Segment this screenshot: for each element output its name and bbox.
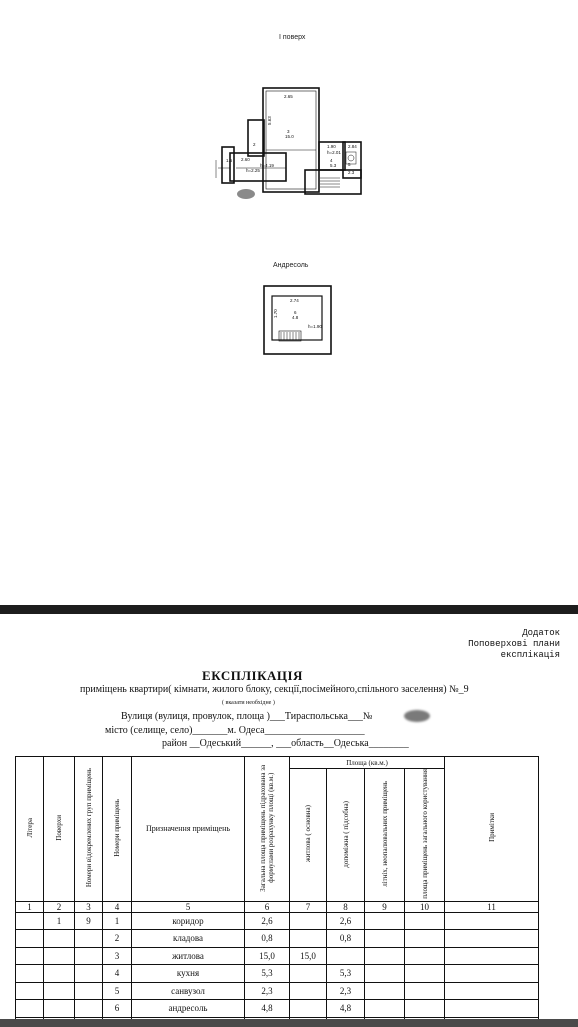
addendum-line-3: експлікація	[500, 650, 560, 660]
dim-d9: 5.3	[330, 163, 337, 168]
cell-living	[290, 1000, 327, 1018]
col-number: 4	[103, 901, 132, 912]
cell-summer	[365, 947, 405, 965]
col-header-notes: Примітки	[445, 757, 539, 902]
col-header-summer: літніх, неопалювальних приміщень	[365, 769, 405, 902]
dim-d16: 2	[253, 142, 256, 147]
cell-common	[405, 912, 445, 930]
dim-d2: 5.63	[267, 116, 272, 125]
dim-d10: 1.5	[226, 158, 233, 163]
cell-litera	[16, 947, 44, 965]
cell-summer	[365, 930, 405, 948]
street-line: Вулиця (вулиця, провулок, площа )___Тираспольська___№	[121, 711, 373, 722]
document-subtitle: приміщень квартири( кімнати, жилого блоку, секції,посімейного,спільного заселення) №_9	[80, 684, 469, 695]
cell-purpose: кухня	[132, 965, 245, 983]
dim-d3: 3	[287, 129, 290, 134]
document-title: ЕКСПЛІКАЦІЯ	[202, 668, 303, 683]
cell-room-num: 3	[103, 947, 132, 965]
cell-room-num: 5	[103, 982, 132, 1000]
col-number: 11	[445, 901, 539, 912]
col-header-purpose: Призначення приміщень	[132, 757, 245, 902]
cell-group: 9	[75, 912, 103, 930]
cell-purpose: кладова	[132, 930, 245, 948]
cell-floor	[44, 1000, 75, 1018]
redaction-blot	[404, 710, 430, 722]
addendum-block	[468, 628, 560, 661]
cell-total: 2,6	[245, 912, 290, 930]
cell-total: 4,8	[245, 1000, 290, 1018]
cell-litera	[16, 982, 44, 1000]
cell-group	[75, 947, 103, 965]
table-row	[16, 930, 539, 948]
cell-room-num: 2	[103, 930, 132, 948]
table-header-row	[16, 757, 539, 769]
cell-group	[75, 1000, 103, 1018]
explication-page	[0, 614, 578, 1027]
dim-d4: 15.0	[285, 134, 294, 139]
cell-purpose: андресоль	[132, 1000, 245, 1018]
cell-litera	[16, 1000, 44, 1018]
cell-purpose: санвузол	[132, 982, 245, 1000]
cell-notes	[445, 930, 539, 948]
col-header-litera: Літера	[16, 757, 44, 902]
cell-aux: 2,6	[327, 912, 365, 930]
cell-floor: 1	[44, 912, 75, 930]
district-line: район __Одеський______, ___область__Одеська________	[162, 738, 409, 749]
explication-table	[15, 756, 539, 1027]
page-separator	[0, 605, 578, 614]
cell-notes	[445, 947, 539, 965]
cell-group	[75, 965, 103, 983]
mezzanine-label: Андресоль	[273, 262, 309, 269]
cell-group	[75, 982, 103, 1000]
cell-summer	[365, 1000, 405, 1018]
column-numbers-row	[16, 901, 539, 912]
dim-d5: 1.90	[327, 144, 336, 149]
col-number: 7	[290, 901, 327, 912]
col-header-total-area: Загальна площа приміщень підрахована за формулами розрахунку площі (кв.м.)	[245, 757, 290, 902]
cell-living: 15,0	[290, 947, 327, 965]
col-header-group-nums: Номери відокремлених груп приміщень	[75, 757, 103, 902]
cell-living	[290, 912, 327, 930]
cell-aux: 4,8	[327, 1000, 365, 1018]
cell-group	[75, 930, 103, 948]
col-number: 9	[365, 901, 405, 912]
dim-d6: 2.84	[348, 144, 357, 149]
col-header-room-nums: Номери приміщень	[103, 757, 132, 902]
cell-aux: 0,8	[327, 930, 365, 948]
floor1-label: I поверх	[279, 34, 306, 41]
cell-aux: 5,3	[327, 965, 365, 983]
col-number: 1	[16, 901, 44, 912]
cell-total: 2,3	[245, 982, 290, 1000]
table-row	[16, 982, 539, 1000]
cell-living	[290, 930, 327, 948]
cell-common	[405, 930, 445, 948]
cell-room-num: 4	[103, 965, 132, 983]
cell-aux	[327, 947, 365, 965]
col-number: 8	[327, 901, 365, 912]
col-number: 10	[405, 901, 445, 912]
cell-total: 15,0	[245, 947, 290, 965]
cell-litera	[16, 912, 44, 930]
col-number: 5	[132, 901, 245, 912]
col-header-floors: Поверхи	[44, 757, 75, 902]
cell-floor	[44, 947, 75, 965]
cell-notes	[445, 965, 539, 983]
dim-d11: 2.60	[241, 157, 250, 162]
cell-notes	[445, 982, 539, 1000]
cell-floor	[44, 930, 75, 948]
cell-aux: 2,3	[327, 982, 365, 1000]
dim-d1: 2.65	[284, 94, 293, 99]
cell-room-num: 6	[103, 1000, 132, 1018]
bottom-edge	[0, 1019, 578, 1027]
dim-d14: 5	[348, 162, 351, 167]
cell-purpose: житлова	[132, 947, 245, 965]
dim-d8: 4	[330, 158, 333, 163]
table-row	[16, 912, 539, 930]
cell-common	[405, 982, 445, 1000]
col-number: 2	[44, 901, 75, 912]
col-header-area-group: Площа (кв.м.)	[290, 757, 445, 769]
cell-common	[405, 947, 445, 965]
dim-m5: h=1.90	[308, 324, 322, 329]
cell-common	[405, 965, 445, 983]
cell-summer	[365, 965, 405, 983]
col-number: 3	[75, 901, 103, 912]
cell-purpose: коридор	[132, 912, 245, 930]
dim-m2: 1.70	[273, 309, 278, 318]
cell-summer	[365, 912, 405, 930]
dim-m4: 4.8	[292, 315, 299, 320]
dim-d15: 2.3	[348, 170, 355, 175]
dim-d7: h=2.01	[327, 150, 341, 155]
cell-common	[405, 1000, 445, 1018]
cell-floor	[44, 982, 75, 1000]
cell-notes	[445, 1000, 539, 1018]
table-row	[16, 1000, 539, 1018]
cell-total: 5,3	[245, 965, 290, 983]
col-header-common: площа приміщень загального користування	[405, 769, 445, 902]
cell-total: 0,8	[245, 930, 290, 948]
cell-floor	[44, 965, 75, 983]
dim-m1: 2.74	[290, 298, 299, 303]
cell-living	[290, 965, 327, 983]
cell-room-num: 1	[103, 912, 132, 930]
col-header-living: житлова ( основна)	[290, 769, 327, 902]
city-line: місто (селище, село)_______м. Одеса____________________	[105, 725, 365, 736]
cell-notes	[445, 912, 539, 930]
dim-d13: h=2.25	[246, 168, 260, 173]
document-hint: ( вказати необхідне )	[222, 700, 275, 706]
cell-litera	[16, 965, 44, 983]
cell-living	[290, 982, 327, 1000]
dim-d12: h=4.19	[260, 163, 274, 168]
addendum-line-1: Додаток	[522, 628, 560, 638]
col-number: 6	[245, 901, 290, 912]
table-body	[16, 912, 539, 1027]
table-row	[16, 965, 539, 983]
table-row	[16, 947, 539, 965]
col-header-auxiliary: допоміжна ( підсобна)	[327, 769, 365, 902]
addendum-line-2: Поповерхові плани	[468, 639, 560, 649]
cell-litera	[16, 930, 44, 948]
dim-m3: 6	[294, 310, 297, 315]
cell-summer	[365, 982, 405, 1000]
